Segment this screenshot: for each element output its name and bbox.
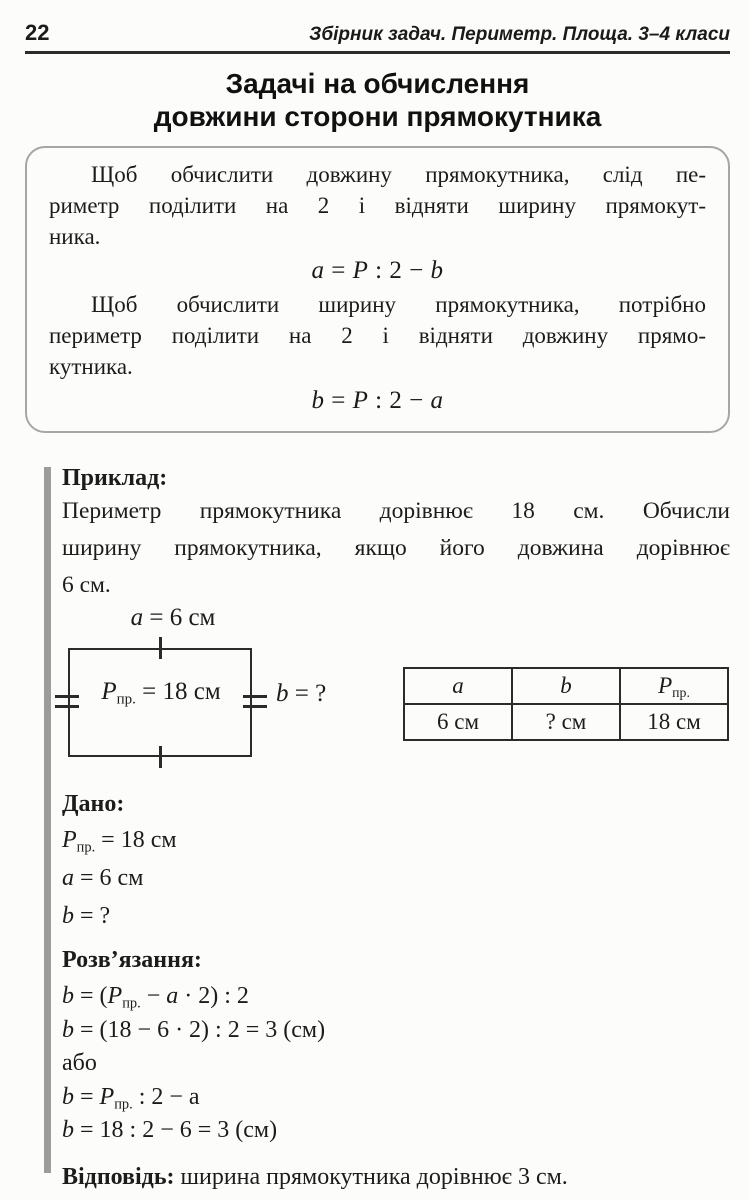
answer-label: Відповідь: <box>62 1163 175 1190</box>
values-table <box>403 667 729 741</box>
diagram-width-label: b = ? <box>276 680 327 707</box>
formula-length: a = P : 2 − b <box>311 257 444 284</box>
chapter-title <box>25 67 730 133</box>
rule-paragraph1-line: риметр поділити на 2 і відняти ширину прямокут- <box>49 193 706 218</box>
rule-box <box>25 146 730 433</box>
table-value-row <box>404 704 728 740</box>
table-header-a: a <box>404 668 512 704</box>
solution-label: Розв’язання: <box>62 947 202 973</box>
diagram-top-label: a = 6 см <box>130 604 216 631</box>
given-line: a = 6 см <box>62 865 144 891</box>
rectangle-diagram <box>62 604 730 787</box>
solution-block <box>62 945 730 1148</box>
given-line: b = ? <box>62 903 111 929</box>
table-value-a: 6 см <box>404 704 512 740</box>
formula-width: b = P : 2 − a <box>311 387 444 414</box>
example-label: Приклад: <box>62 465 168 491</box>
solution-line: b = 18 : 2 − 6 = 3 (см) <box>62 1117 278 1143</box>
rule-paragraph1-line: ника. <box>49 224 101 249</box>
chapter-title-line2: довжини сторони прямокутника <box>153 101 602 132</box>
problem-line: ширину прямокутника, якщо його довжина дорівнює <box>62 535 730 561</box>
solution-line: $b = P_{пр.}$ : 2 − а <box>62 1083 200 1112</box>
problem-line: 6 см. <box>62 572 111 598</box>
example-side-bar <box>44 467 51 1173</box>
table-value-b: ? см <box>512 704 620 740</box>
answer-line <box>62 1161 730 1193</box>
page-number: 22 <box>25 20 50 45</box>
rule-paragraph2-line: Щоб обчислити ширину прямокутника, потрібно <box>91 292 706 317</box>
rule-paragraph2-line: кутника. <box>49 354 133 379</box>
table-header-row <box>404 668 728 704</box>
solution-line: $b = (P_{пр.} - a \cdot 2)$ : 2 <box>62 983 249 1012</box>
book-title: Збірник задач. Периметр. Площа. 3–4 класи <box>309 24 730 45</box>
problem-statement <box>62 493 730 604</box>
tick-mark-bottom <box>159 746 162 768</box>
rule-paragraph1-line: Щоб обчислити довжину прямокутника, слід пе- <box>91 162 706 187</box>
given-label: Дано: <box>62 791 125 817</box>
chapter-title-line1: Задачі на обчислення <box>225 68 530 99</box>
solution-line: b = (18 − 6 · 2) : 2 = 3 (см) <box>62 1016 326 1043</box>
example-section <box>25 463 730 1193</box>
given-block <box>62 789 730 935</box>
table-header-b: b <box>512 668 620 704</box>
problem-line: Периметр прямокутника дорівнює 18 см. Обчисли <box>62 498 730 524</box>
tick-mark-top <box>159 637 162 659</box>
diagram-perimeter-label: $P_{пр.} = 18$ см <box>101 678 221 708</box>
answer-text: ширина прямокутника дорівнює 3 см. <box>174 1163 568 1190</box>
table-value-p: 18 см <box>620 704 728 740</box>
table-header-p: $P_{пр.}$ <box>620 668 728 704</box>
rule-paragraph2-line: периметр поділити на 2 і відняти довжину прямо- <box>49 323 706 348</box>
page-header <box>25 0 730 54</box>
solution-line: або <box>62 1050 97 1076</box>
given-line: $P_{пр.} = 18$ см <box>62 827 177 856</box>
